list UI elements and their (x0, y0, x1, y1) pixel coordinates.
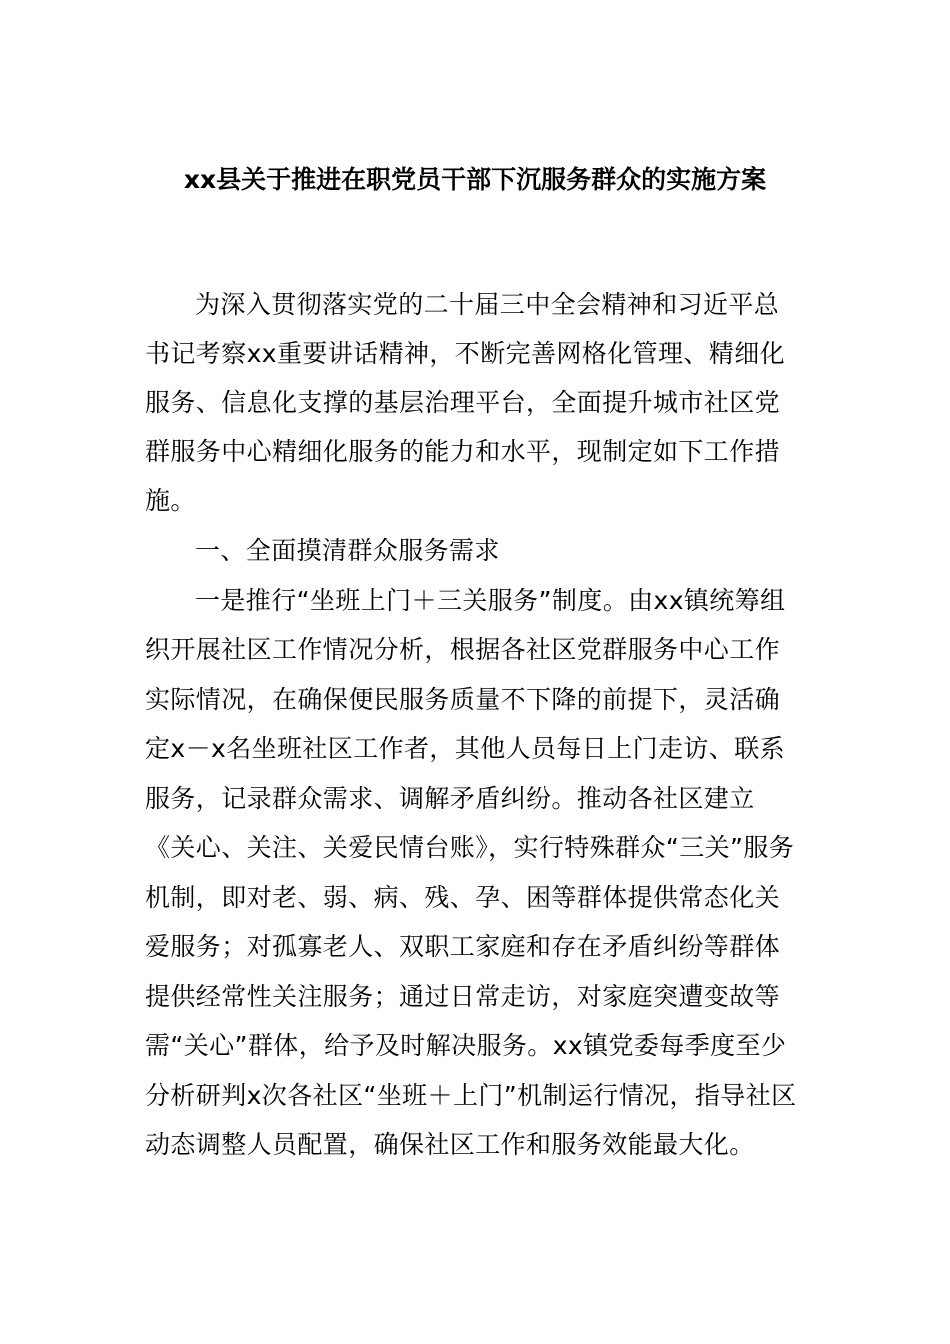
paragraph-line: 服务，记录群众需求、调解矛盾纠纷。推动各社区建立 (145, 784, 755, 813)
paragraph-line: 提供经常性关注服务；通过日常走访，对家庭突遭变故等 (145, 982, 781, 1011)
paragraph-line: 群服务中心精细化服务的能力和水平，现制定如下工作措 (145, 437, 781, 466)
paragraph-line: 服务、信息化支撑的基层治理平台，全面提升城市社区党 (145, 388, 781, 417)
paragraph-line: 需“关心”群体，给予及时解决服务。xx镇党委每季度至少 (145, 1031, 787, 1060)
paragraph-line: 动态调整人员配置，确保社区工作和服务效能最大化。 (145, 1130, 755, 1159)
paragraph-line: 一是推行“坐班上门＋三关服务”制度。由xx镇统筹组 (195, 586, 786, 615)
paragraph-line: 为深入贯彻落实党的二十届三中全会精神和习近平总 (195, 290, 780, 319)
paragraph-line: 织开展社区工作情况分析，根据各社区党群服务中心工作 (145, 635, 781, 664)
paragraph-line: 《关心、关注、关爱民情台账》，实行特殊群众“三关”服务 (145, 833, 795, 862)
paragraph-line: 书记考察xx重要讲话精神，不断完善网格化管理、精细化 (145, 339, 785, 368)
section-heading: 一、全面摸清群众服务需求 (195, 536, 500, 565)
paragraph-line: 机制，即对老、弱、病、残、孕、困等群体提供常态化关 (145, 883, 781, 912)
paragraph-line: 施。 (145, 486, 196, 515)
paragraph-line: 分析研判x次各社区“坐班＋上门”机制运行情况，指导社区 (145, 1081, 797, 1110)
paragraph-line: 爱服务；对孤寡老人、双职工家庭和存在矛盾纠纷等群体 (145, 932, 781, 961)
paragraph-line: 实际情况，在确保便民服务质量不下降的前提下，灵活确 (145, 685, 781, 714)
paragraph-line: 定x－x名坐班社区工作者，其他人员每日上门走访、联系 (145, 734, 785, 763)
document-title: xx县关于推进在职党员干部下沉服务群众的实施方案 (183, 165, 767, 194)
